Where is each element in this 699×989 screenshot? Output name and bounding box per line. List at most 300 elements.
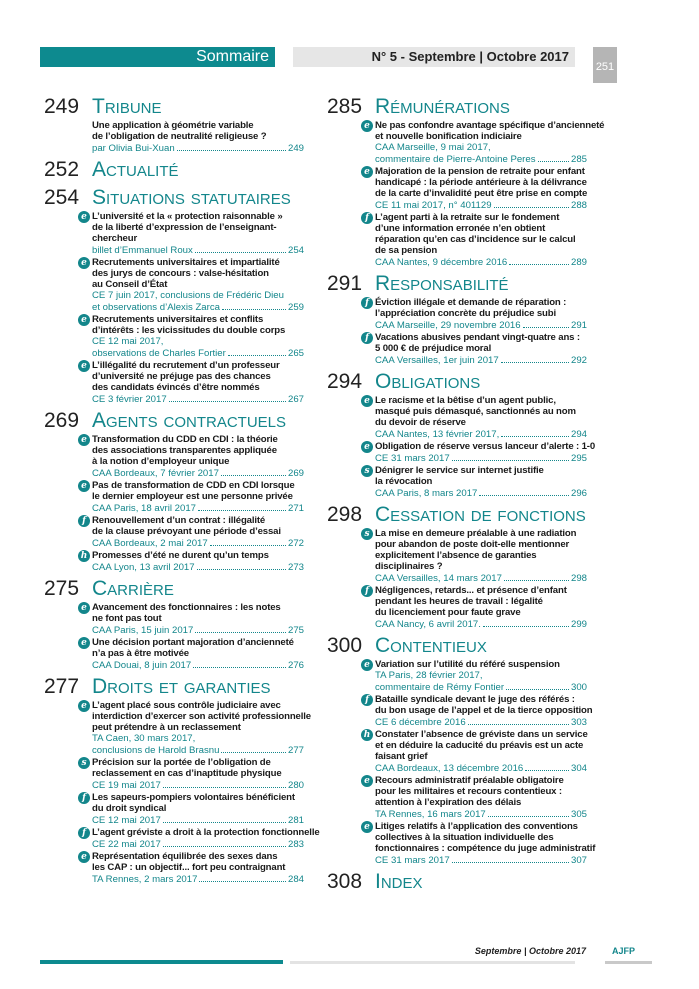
entry-reference-line [375,808,587,819]
entry-title-text: du licenciement pour faute grave [375,607,521,618]
entry-title-text: L’illégalité du recrutement d’un professeur [92,360,280,371]
toc-entry[interactable] [44,480,304,513]
entry-title-text: pendant les heures de travail : légalité [375,596,543,607]
toc-entry[interactable] [327,297,587,330]
toc-entry[interactable] [327,729,587,773]
section-heading[interactable] [44,410,324,432]
dot-leader [195,624,286,633]
entry-page[interactable]: 275 [287,625,304,636]
dot-leader [177,142,286,151]
entry-page[interactable]: 272 [287,538,304,549]
dot-leader [197,561,286,570]
section-title: Droits et garanties [92,675,271,698]
entry-title-text: des jurys de concours : valse-hésitation [92,268,269,279]
rubric-s-icon: s [361,465,373,477]
entry-page[interactable]: 265 [287,348,304,359]
entry-page[interactable]: 281 [287,815,304,826]
entry-reference: conclusions de Harold Brasnu [92,745,220,756]
rubric-f-icon: f [361,332,373,344]
entry-title-text: faisant grief [375,751,428,762]
entry-title-text: n’a pas à être motivée [92,648,189,659]
entry-title-line [375,417,587,428]
entry-title-line [375,729,587,740]
entry-reference: observations de Charles Fortier [92,348,226,359]
entry-title-line [375,539,587,550]
section-page-number: 269 [44,409,80,432]
entry-title-text: handicapé : la période antérieure à la délivrance [375,177,587,188]
entry-title-line [92,480,304,491]
toc-entry[interactable] [44,550,304,572]
entry-reference-line [375,319,587,330]
entry-title-text: pour les militaires et recours contentieux : [375,786,562,797]
entry-title-line [92,360,304,371]
entry-title-text: collectives à la situation individuelle des [375,832,554,843]
footer-rule [40,960,283,964]
section-page-number: 249 [44,95,80,118]
dot-leader [483,618,569,627]
entry-title-line [92,862,304,873]
entry-title-line [375,120,605,131]
toc-entry[interactable] [44,851,304,884]
toc-entry[interactable] [327,694,593,728]
entry-page[interactable]: 298 [570,573,587,584]
rubric-e-icon: e [78,602,90,614]
section-title: Situations statutaires [92,186,291,209]
entry-title-line [375,797,587,808]
section-title: Sommaire [196,48,269,65]
entry-page[interactable]: 249 [287,143,304,154]
entry-title-line [375,212,587,223]
dot-leader [488,808,569,817]
entry-title-text: Ne pas confondre avantage spécifique d’ancienneté [375,120,605,131]
rubric-f-icon: f [78,515,90,527]
entry-title-line [375,607,587,618]
toc-entry[interactable] [44,700,311,756]
entry-title-text: Le racisme et la bêtise d’un agent public, [375,395,556,406]
dot-leader [501,354,569,363]
entry-page[interactable]: 303 [570,717,587,728]
entry-title-text: L’agent parti à la retraite sur le fondement [375,212,560,223]
section-heading[interactable] [327,96,607,118]
entry-page[interactable]: 276 [287,660,304,671]
entry-reference: TA Rennes, 16 mars 2017 [375,809,486,820]
entry-reference: CE 6 décembre 2016 [375,717,466,728]
dot-leader [195,244,286,253]
entry-reference: CE 19 mai 2017 [92,780,161,791]
toc-entry[interactable] [44,602,304,635]
entry-title-text: pour abandon de poste doit-elle mentionner [375,539,570,550]
entry-reference: et observations d’Alexis Zarca [92,302,220,313]
entry-title-line [92,233,304,244]
entry-title-text: Vacations abusives pendant vingt-quatre ans : [375,332,580,343]
entry-reference-line [92,624,304,635]
entry-reference: CE 12 mai 2017 [92,815,161,826]
entry-title-text: Dénigrer le service sur internet justifie [375,465,544,476]
dot-leader [193,659,286,668]
entry-reference-line [92,814,304,825]
entry-reference-line [92,873,304,884]
entry-page[interactable]: 294 [570,429,587,440]
entry-title-line [92,550,304,561]
entry-title-text: Négligences, retards... et présence d’enfant [375,585,567,596]
entry-page[interactable]: 267 [287,394,304,405]
entry-page[interactable]: 271 [287,503,304,514]
toc-entry[interactable] [44,120,304,153]
entry-reference-line [92,467,304,478]
entry-title-text: des associations transparentes appliquée [92,445,277,456]
entry-title-text: Bataille syndicale devant le juge des référés : [375,694,575,705]
section-heading[interactable] [44,676,324,698]
entry-title-line [375,465,587,476]
toc-entry[interactable] [327,528,587,583]
entry-page[interactable]: 295 [570,453,587,464]
dot-leader [506,681,569,690]
entry-title-line [375,308,587,319]
dot-leader [452,452,569,461]
toc-entry[interactable] [327,212,587,267]
entry-reference: par Olivia Bui-Xuan [92,143,175,154]
toc-entry[interactable] [327,465,587,498]
entry-page[interactable]: 289 [570,257,587,268]
toc-column-left [44,96,324,890]
entry-reference-line: TA Paris, 28 février 2017, [375,670,483,681]
entry-reference-line [92,393,304,404]
toc-entry[interactable] [44,257,304,312]
toc-entry[interactable] [327,821,596,866]
entry-reference-line [92,142,304,153]
dot-leader [468,716,569,725]
toc-section [44,578,324,670]
section-heading[interactable] [44,159,324,181]
toc-section [44,410,324,572]
entry-reference-line: TA Caen, 30 mars 2017, [92,733,196,744]
rubric-f-icon: f [78,792,90,804]
entry-title-line [92,637,304,648]
entry-title-text: Éviction illégale et demande de réparation : [375,297,567,308]
entry-reference-line [92,244,304,255]
rubric-f-icon: f [361,694,373,706]
entry-reference-line [92,502,304,513]
toc-entry[interactable] [44,314,304,358]
entry-title-line [92,711,311,722]
entry-title-text: au Conseil d’État [92,279,168,290]
footer-date: Septembre | Octobre 2017 [474,946,586,956]
entry-title-line [375,585,587,596]
entry-reference-line [375,428,587,439]
entry-reference-line: CE 12 mai 2017, [92,336,164,347]
entry-reference-line [375,487,587,498]
entry-page[interactable]: 273 [287,562,304,573]
toc-entry[interactable] [327,395,587,439]
toc-entry[interactable] [327,775,587,819]
entry-title-line [375,705,593,716]
entry-title-line [375,550,587,561]
entry-reference-line [375,256,587,267]
section-heading[interactable] [327,273,607,295]
entry-title-text: du bon usage de l’appel et de la tierce opposition [375,705,593,716]
section-title: Tribune [92,95,162,118]
entry-title-text: Promesses d’été ne durent qu’un temps [92,550,269,561]
entry-title-text: Variation sur l’utilité du référé suspension [375,659,560,670]
toc-entry[interactable] [44,827,320,850]
dot-leader [525,762,569,771]
toc-entry[interactable] [44,211,304,255]
section-page-number: 277 [44,675,80,698]
entry-title-text: de sa pension [375,245,438,256]
entry-title-text: Obligation de réserve versus lanceur d’alerte : 1-0 [375,441,596,452]
entry-title-text: Recrutements universitaires et impartialité [92,257,280,268]
dot-leader [523,319,569,328]
entry-title-text: Les sapeurs-pompiers volontaires bénéficient [92,792,295,803]
entry-title-line [375,223,587,234]
entry-title-line [375,821,587,832]
entry-reference-line [375,199,587,210]
entry-reference-line [92,537,304,548]
entry-title-line [375,528,587,539]
entry-page[interactable]: 291 [570,320,587,331]
entry-reference: commentaire de Rémy Fontier [375,682,505,693]
entry-title-text: peut prétendre à un reclassement [92,722,241,733]
entry-title-text: interdiction d’exercer son activité professionnelle [92,711,311,722]
entry-reference: CE 3 février 2017 [92,394,167,405]
entry-page[interactable]: 277 [287,745,304,756]
entry-page[interactable]: 284 [287,874,304,885]
toc-entry[interactable] [44,792,304,825]
entry-reference-line [375,452,587,463]
entry-title-line [92,602,304,613]
section-page-number: 254 [44,186,80,209]
entry-title-text: chercheur [92,233,138,244]
toc-section [327,871,607,893]
entry-reference-line [375,681,587,692]
entry-title-line [92,445,304,456]
entry-title-text: disciplinaires ? [375,561,443,572]
entry-page[interactable]: 259 [287,302,304,313]
entry-reference: CAA Marseille, 29 novembre 2016 [375,320,521,331]
toc-entry[interactable] [327,332,587,365]
section-heading[interactable] [44,96,324,118]
toc-section [44,187,324,404]
dot-leader [504,572,569,581]
entry-title-line [92,613,304,624]
entry-reference: CAA Douai, 8 juin 2017 [92,660,192,671]
entry-title-line [375,561,587,572]
entry-reference-line [92,744,304,755]
dot-leader [169,393,286,402]
entry-title-text: les CAP : un objectif... fort peu contraignant [92,862,286,873]
rubric-f-icon: f [361,585,373,597]
entry-title-line [92,648,304,659]
toc-section [44,159,324,181]
section-heading[interactable] [44,578,324,600]
entry-title-text: ne font pas tout [92,613,162,624]
section-heading[interactable] [327,871,607,893]
rubric-e-icon: e [361,120,373,132]
page-number: 251 [595,61,615,73]
entry-title-text: L’université et la « protection raisonnable » [92,211,283,222]
rubric-e-icon: e [361,775,373,787]
entry-page[interactable]: 292 [570,355,587,366]
entry-title-text: Une décision portant majoration d’ancienneté [92,637,294,648]
rubric-e-icon: e [361,659,373,671]
entry-title-text: Litiges relatifs à l’application des conventions [375,821,578,832]
rubric-e-icon: e [361,441,373,453]
entry-page[interactable]: 280 [287,780,304,791]
section-page-number: 300 [327,634,363,657]
entry-reference: CAA Paris, 15 juin 2017 [92,625,194,636]
section-page-number: 308 [327,870,363,893]
entry-page[interactable]: 305 [570,809,587,820]
dot-leader [199,873,286,882]
entry-page[interactable]: 285 [570,154,587,165]
entry-reference: CAA Nancy, 6 avril 2017. [375,619,481,630]
rubric-f-icon: f [361,212,373,224]
section-page-number: 275 [44,577,80,600]
entry-title-line [92,371,304,382]
entry-title-text: fonctionnaires : compétence du juge administratif [375,843,596,854]
entry-reference: billet d’Emmanuel Roux [92,245,193,256]
entry-title-line [92,120,304,131]
entry-title-text: Majoration de la pension de retraite pour enfant [375,166,585,177]
dot-leader [163,814,286,823]
section-heading[interactable] [327,635,607,657]
rubric-e-icon: e [78,211,90,223]
section-title: Agents contractuels [92,409,287,432]
entry-title-text: et nouvelle bonification indiciaire [375,131,522,142]
entry-title-line [375,406,587,417]
section-page-number: 291 [327,272,363,295]
entry-page[interactable]: 307 [570,855,587,866]
section-title: Carrière [92,577,174,600]
entry-reference: CE 31 mars 2017 [375,855,450,866]
toc-entry[interactable] [44,434,304,478]
entry-title-line [92,268,304,279]
entry-title-line [92,131,304,142]
entry-title-line [92,491,304,502]
entry-title-line [92,792,304,803]
entry-title-line [92,456,304,467]
dot-leader [198,502,286,511]
entry-page[interactable]: 296 [570,488,587,499]
entry-title-line [92,279,304,290]
toc-entry[interactable] [327,166,587,210]
entry-reference-line [375,572,587,583]
entry-title-text: explicitement l’absence de garanties [375,550,537,561]
entry-reference: CAA Bordeaux, 13 décembre 2016 [375,763,524,774]
entry-title-line [375,166,587,177]
toc-entry[interactable] [327,659,587,692]
entry-title-line [92,314,304,325]
toc-entry[interactable] [327,441,596,464]
entry-title-line [375,694,587,705]
rubric-e-icon: e [78,637,90,649]
entry-title-line [375,740,587,751]
entry-reference-line [92,838,304,849]
entry-title-text: L’agent gréviste a droit à la protection fonctionnelle [92,827,320,838]
dot-leader [501,428,569,437]
entry-title-text: la révocation [375,476,433,487]
entry-title-text: 5 000 € de préjudice moral [375,343,492,354]
entry-title-line [375,843,596,854]
entry-title-line [92,700,304,711]
section-title: Contentieux [375,634,487,657]
section-title: Rémunérations [375,95,510,118]
section-heading[interactable] [327,504,607,526]
entry-title-line [92,827,320,838]
entry-title-text: L’agent placé sous contrôle judiciaire avec [92,700,281,711]
entry-title-line [92,325,304,336]
entry-reference: CAA Nantes, 13 février 2017, [375,429,500,440]
rubric-e-icon: e [361,166,373,178]
entry-title-line [375,188,587,199]
entry-page[interactable]: 254 [287,245,304,256]
entry-reference: CAA Versailles, 14 mars 2017 [375,573,502,584]
entry-reference-line [375,716,587,727]
dot-leader [163,838,286,847]
entry-page[interactable]: 283 [287,839,304,850]
dot-leader [210,537,286,546]
toc-entry[interactable] [44,360,304,404]
section-title: Obligations [375,370,481,393]
entry-page[interactable]: 299 [570,619,587,630]
entry-reference-line [375,153,587,164]
entry-reference: commentaire de Pierre-Antoine Peres [375,154,536,165]
entry-title-text: Une application à géométrie variable [92,120,254,131]
toc-column-right [327,96,607,899]
entry-page[interactable]: 304 [570,763,587,774]
entry-title-line [92,526,304,537]
entry-reference-line [92,659,304,670]
issue-label: N° 5 - Septembre | Octobre 2017 [371,49,569,64]
section-banner [40,47,275,67]
toc-section [327,371,607,498]
entry-title-line [375,297,587,308]
toc-entry[interactable] [327,585,587,629]
entry-reference-line [92,561,304,572]
entry-title-text: Transformation du CDD en CDI : la théorie [92,434,278,445]
entry-reference-line [92,347,304,358]
toc-entry[interactable] [44,757,304,790]
entry-page[interactable]: 300 [570,682,587,693]
section-heading[interactable] [44,187,324,209]
entry-title-line [92,515,304,526]
entry-page[interactable]: 269 [287,468,304,479]
rubric-e-icon: e [78,851,90,863]
toc-entry[interactable] [44,637,304,670]
entry-title-line [92,382,304,393]
entry-title-text: masqué puis démasqué, sanctionnés au nom [375,406,576,417]
section-title: Actualité [92,158,179,181]
entry-title-line [375,343,587,354]
entry-title-line [375,775,587,786]
entry-reference: CAA Lyon, 13 avril 2017 [92,562,195,573]
entry-reference: CE 22 mai 2017 [92,839,161,850]
dot-leader [222,301,286,310]
toc-entry[interactable] [44,515,304,548]
entry-page[interactable]: 288 [570,200,587,211]
entry-title-text: reclassement en cas d’inaptitude physique [92,768,282,779]
entry-title-text: Représentation équilibrée des sexes dans [92,851,278,862]
entry-title-text: des candidats évincés d’être nommés [92,382,260,393]
section-heading[interactable] [327,371,607,393]
rubric-e-icon: e [78,480,90,492]
footer-rule-brand [605,961,652,964]
entry-title-text: du devoir de réserve [375,417,466,428]
entry-title-line [375,177,587,188]
toc-entry[interactable] [327,120,605,165]
dot-leader [509,256,569,265]
toc-section [327,504,607,629]
